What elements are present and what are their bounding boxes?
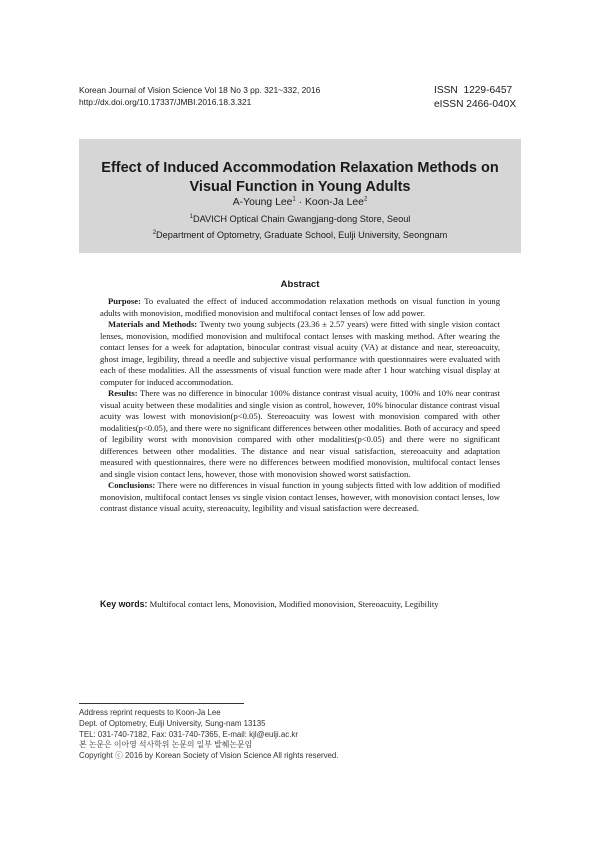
- issn: ISSN 1229-6457: [434, 85, 513, 96]
- eissn: eISSN 2466-040X: [434, 99, 517, 110]
- conclusions-text: There were no differences in visual function in young subjects fitted with low addition of modified monovision, multifocal contact lenses vs single vision contact lenses, however, with monovision contact lenses, low contrast distance visual acuity, stereoacuity, legibility and visual satisfaction were decreased.: [100, 480, 500, 513]
- journal-citation: Korean Journal of Vision Science Vol 18 No 3 pp. 321~332, 2016: [79, 85, 321, 95]
- title-line-2: Visual Function in Young Adults: [189, 179, 411, 195]
- footnote-reprint: Address reprint requests to Koon-Ja Lee: [79, 708, 221, 717]
- footnote: [79, 708, 339, 762]
- abstract-conclusions: [100, 480, 500, 515]
- affiliation-1: [79, 213, 521, 225]
- title-line-1: Effect of Induced Accommodation Relaxation Methods on: [101, 160, 499, 176]
- footnote-contact: TEL: 031-740-7182, Fax: 031-740-7365, E-mail: kjl@eulji.ac.kr: [79, 729, 298, 739]
- abstract-results: [100, 388, 500, 480]
- author-1-sup: 1: [292, 196, 296, 203]
- authors: [79, 196, 521, 209]
- abstract-heading: Abstract: [280, 279, 320, 290]
- aff-2-sup: 2: [152, 229, 157, 236]
- abstract-body: [100, 296, 500, 515]
- doi-link[interactable]: http://dx.doi.org/10.17337/JMBI.2016.18.3.321: [79, 97, 252, 107]
- keywords: [100, 599, 500, 609]
- abstract-methods: [100, 319, 500, 388]
- aff-1-sup: 1: [189, 213, 193, 220]
- paper-title: [79, 159, 521, 197]
- keywords-label: Key words:: [100, 599, 148, 609]
- aff-2-text: Department of Optometry, Graduate School, Eulji University, Seongnam: [156, 230, 448, 240]
- methods-text: Twenty two young subjects (23.36 ± 2.57 years) were fitted with single vision contact lenses, monovision, modified monovision and multifocal contact lenses with masking method. After wearing the contact lenses for a week for adaptation, binocular contrast visual acuity (VA) at distance and near, stereoacuity, ghost image, legibility, thread a needle and subjective visual performance with questionnaires were evaluated with each of these modalities. All the assessments of visual function were made after 1 hour watching visual display at computer for induced accommodation.: [100, 319, 500, 387]
- footnote-address: Dept. of Optometry, Eulji University, Sung-nam 13135: [79, 718, 266, 728]
- purpose-text: To evaluated the effect of induced accommodation relaxation methods on visual function in young adults with monovision, modified monovision and multifocal contact lenses of low add power.: [100, 296, 500, 318]
- journal-header: [79, 84, 320, 108]
- results-label: Results:: [108, 388, 138, 398]
- author-1: A-Young Lee: [232, 197, 293, 208]
- author-separator: ·: [295, 197, 305, 208]
- abstract-purpose: [100, 296, 500, 319]
- author-2-sup: 2: [363, 196, 368, 203]
- methods-label: Materials and Methods:: [108, 319, 198, 329]
- issn-block: [434, 84, 516, 112]
- footnote-korean-note: 본 논문은 이아영 석사학위 논문의 일부 발췌논문임: [79, 740, 253, 750]
- aff-1-text: DAVICH Optical Chain Gwangjang-dong Store, Seoul: [192, 214, 411, 224]
- footnote-divider: [79, 703, 244, 704]
- affiliation-2: [79, 229, 521, 241]
- author-2: Koon-Ja Lee: [305, 197, 364, 208]
- title-box: [79, 139, 521, 253]
- conclusions-label: Conclusions:: [108, 480, 156, 490]
- purpose-label: Purpose:: [108, 296, 141, 306]
- results-text: There was no difference in binocular 100% distance contrast visual acuity, 100% and 10% near contrast visual acuity between these modalities and single vision as control, however, 10% binocular distance contrast visual acuity was lowest with monovision(p<0.05). Stereoacuity was lowest with monovision compared with other modalities(p<0.05), and there were no significant differences between other modalities. Both of accuracy and speed of legibility worst with monovision compared with other modalities(p<0.05) and there were no significant differences between other modalities. The distance and near visual satisfaction, stereoacuity and adaptation measured with questionnaires, there were no differences between modified monovision, multifocal contact lenses and single vision contact lens, however, those with monovision showed worst satisfaction.: [100, 388, 500, 479]
- keywords-text: Multifocal contact lens, Monovision, Modified monovision, Stereoacuity, Legibility: [147, 599, 439, 609]
- footnote-copyright: Copyright ⓒ 2016 by Korean Society of Vision Science All rights reserved.: [79, 751, 339, 761]
